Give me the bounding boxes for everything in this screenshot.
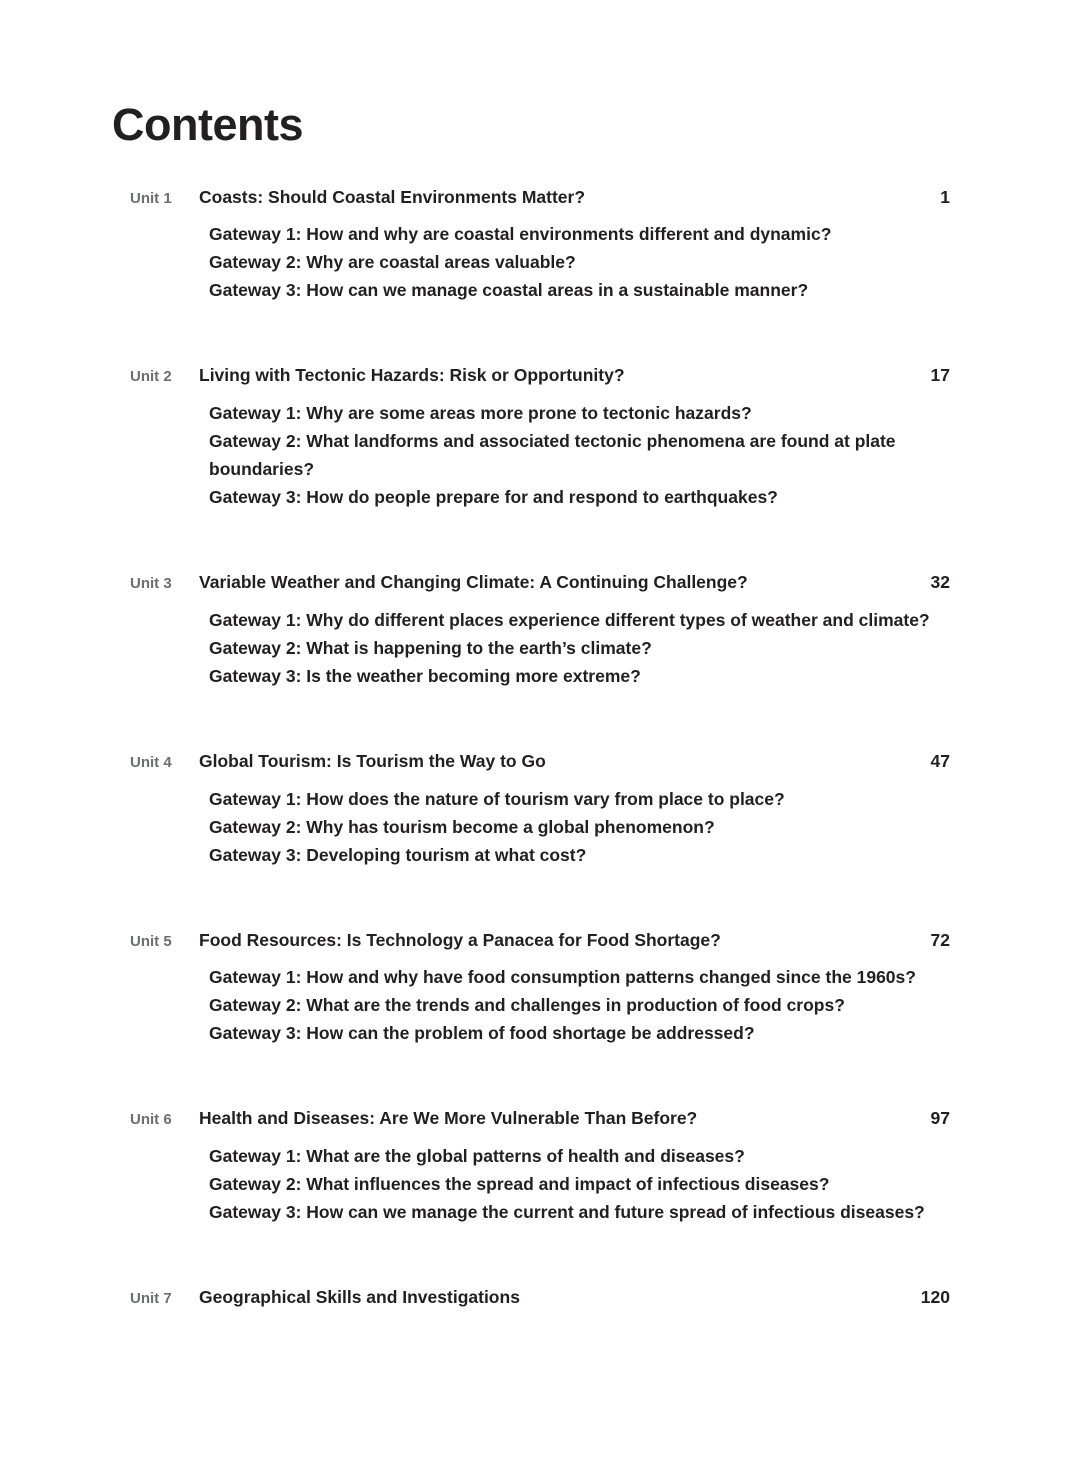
unit-page-number: 72 [930,929,950,950]
unit-title: Living with Tectonic Hazards: Risk or Opportunity? [199,365,625,386]
gateway-list [209,1142,950,1226]
unit-label: Unit 5 [130,932,172,950]
gateway-list [209,785,950,869]
gateway-line: Gateway 1: How does the nature of tourism vary from place to place? [209,788,785,809]
unit-title: Variable Weather and Changing Climate: A Continuing Challenge? [199,572,748,592]
unit-title: Coasts: Should Coastal Environments Matter? [199,186,586,207]
gateway-line: Gateway 2: What landforms and associated tectonic phenomena are found at plate boundaries? [209,431,896,479]
unit-label: Unit 2 [130,368,172,386]
unit-page-number: 120 [920,1287,950,1307]
unit-section-2 [130,364,950,511]
gateway-line: Gateway 2: What are the trends and challenges in production of food crops? [209,995,845,1016]
unit-head [130,1286,950,1309]
unit-head [130,571,950,594]
gateway-line: Gateway 1: What are the global patterns of health and diseases? [209,1146,745,1166]
gateway-line: Gateway 1: Why are some areas more prone to tectonic hazards? [209,403,752,423]
gateway-line: Gateway 3: Developing tourism at what cost? [209,844,587,865]
gateway-line: Gateway 3: Is the weather becoming more extreme? [209,665,641,686]
unit-title: Health and Diseases: Are We More Vulnerable Than Before? [199,1108,698,1129]
unit-title: Global Tourism: Is Tourism the Way to Go [199,750,546,771]
gateway-list [209,399,950,511]
gateway-line: Gateway 2: What influences the spread and impact of infectious diseases? [209,1174,830,1194]
unit-page-number: 1 [940,186,950,207]
unit-page-number: 17 [930,365,950,386]
gateway-list [209,220,950,304]
unit-label: Unit 3 [130,575,172,592]
gateway-line: Gateway 2: Why has tourism become a global phenomenon? [209,816,715,837]
unit-head [130,929,950,952]
gateway-line: Gateway 2: Why are coastal areas valuable? [209,252,576,273]
unit-page-number: 97 [930,1108,950,1129]
unit-head [130,750,950,773]
gateway-line: Gateway 1: How and why are coastal environments different and dynamic? [209,224,832,245]
page-title: Contents [112,99,303,150]
unit-label: Unit 4 [130,753,172,771]
unit-section-4 [130,750,950,869]
unit-head [130,364,950,387]
gateway-list [209,606,950,690]
unit-section-6 [130,1107,950,1226]
unit-title: Food Resources: Is Technology a Panacea for Food Shortage? [199,929,721,950]
unit-label: Unit 6 [130,1111,172,1129]
unit-head [130,186,950,209]
gateway-line: Gateway 3: How can we manage the current and future spread of infectious diseases? [209,1202,925,1222]
unit-section-1 [130,186,950,305]
unit-head [130,1107,950,1130]
gateway-line: Gateway 3: How can the problem of food shortage be addressed? [209,1023,755,1044]
gateway-line: Gateway 3: How can we manage coastal areas in a sustainable manner? [209,280,809,301]
gateway-line: Gateway 3: How do people prepare for and respond to earthquakes? [209,487,778,507]
unit-label: Unit 7 [130,1290,172,1307]
unit-title: Geographical Skills and Investigations [199,1287,520,1307]
unit-page-number: 32 [930,572,950,592]
gateway-list [209,963,950,1047]
unit-section-7 [130,1286,950,1309]
gateway-line: Gateway 1: Why do different places experience different types of weather and climate? [209,609,930,630]
unit-section-3 [130,571,950,690]
unit-section-5 [130,929,950,1048]
gateway-line: Gateway 2: What is happening to the earth’s climate? [209,637,652,658]
gateway-line: Gateway 1: How and why have food consumption patterns changed since the 1960s? [209,967,916,988]
unit-page-number: 47 [930,750,950,771]
unit-label: Unit 1 [130,189,172,207]
